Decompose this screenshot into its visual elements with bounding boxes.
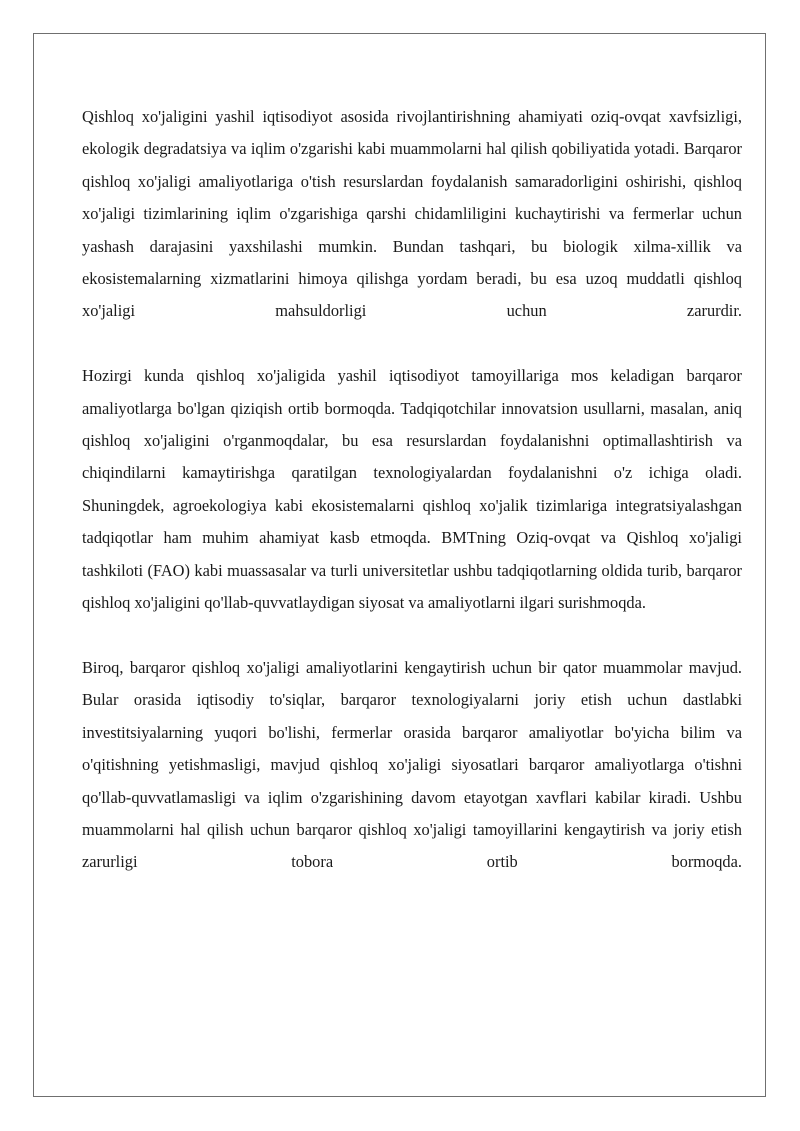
document-body — [82, 101, 742, 911]
paragraph-3: Biroq, barqaror qishloq xo'jaligi amaliyotlarini kengaytirish uchun bir qator muammolar mavjud. Bular orasida iqtisodiy to'siqlar, barqaror texnologiyalarni joriy etish uchun dastlabki investitsiyalarning yuqori bo'lishi, fermerlar orasida barqaror amaliyotlar bo'yicha bilim va o'qitishning yetishmasligi, mavjud qishloq xo'jaligi siyosatlari barqaror amaliyotlarga o'tishni qo'llab-quvvatlamasligi va iqlim o'zgarishining davom etayotgan xavflari kabilar kiradi. Ushbu muammolarni hal qilish uchun barqaror qishloq xo'jaligi tamoyillarini kengaytirish va joriy etish zarurligi tobora ortib bormoqda. — [82, 657, 742, 872]
paragraph-1: Qishloq xo'jaligini yashil iqtisodiyot asosida rivojlantirishning ahamiyati oziq-ovqat xavfsizligi, ekologik degradatsiya va iqlim o'zgarishi kabi muammolarni hal qilish qobiliyatida yotadi. Barqaror qishloq xo'jaligi amaliyotlariga o'tish resurslardan foydalanish samaradorligini oshirishi, qishloq xo'jaligi tizimlarining iqlim o'zgarishiga qarshi chidamliligini kuchaytirishi va fermerlar uchun yashash darajasini yaxshilashi mumkin. Bundan tashqari, bu biologik xilma-xillik va ekosistemalarning xizmatlarini himoya qilishga yordam beradi, bu esa uzoq muddatli qishloq xo'jaligi mahsuldorligi uchun zarurdir. — [82, 107, 742, 321]
paragraph-2: Hozirgi kunda qishloq xo'jaligida yashil iqtisodiyot tamoyillariga mos keladigan barqaror amaliyotlarga bo'lgan qiziqish ortib bormoqda. Tadqiqotchilar innovatsion usullarni, masalan, aniq qishloq xo'jaligini o'rganmoqdalar, bu esa resurslardan foydalanishni optimallashtirish va chiqindilarni kamaytirishga qaratilgan texnologiyalardan foydalanishni o'z ichiga oladi. Shuningdek, agroekologiya kabi ekosistemalarni qishloq xo'jalik tizimlariga integratsiyalashgan tadqiqotlar ham muhim ahamiyat kasb etmoqda. BMTning Oziq-ovqat va Qishloq xo'jaligi tashkiloti (FAO) kabi muassasalar va turli universitetlar ushbu tadqiqotlarning oldida turib, barqaror qishloq xo'jaligini qo'llab-quvvatlaydigan siyosat va amaliyotlarni ilgari surishmoqda. — [82, 366, 742, 613]
